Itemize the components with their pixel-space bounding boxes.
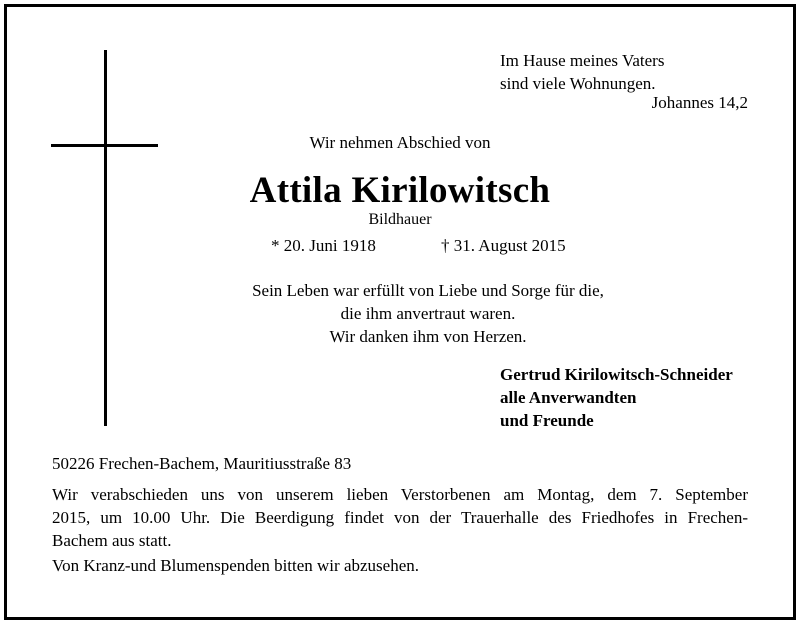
deceased-occupation: Bildhauer bbox=[368, 211, 432, 228]
bible-verse bbox=[500, 49, 664, 95]
notice-line: Wir verabschieden uns von unserem lieben Verstorbenen am Montag, dem 7. September bbox=[52, 485, 748, 504]
intro-text: Wir nehmen Abschied von bbox=[309, 133, 491, 152]
tribute-text bbox=[0, 279, 800, 348]
flowers-note: Von Kranz-und Blumenspenden bitten wir abzusehen. bbox=[52, 556, 419, 575]
tribute-line: Sein Leben war erfüllt von Liebe und Sorge für die, bbox=[252, 281, 604, 300]
mourner-line: alle Anverwandten bbox=[500, 388, 637, 407]
mourner-line: und Freunde bbox=[500, 411, 594, 430]
address: 50226 Frechen-Bachem, Mauritiusstraße 83 bbox=[52, 454, 352, 473]
tribute-line: die ihm anvertraut waren. bbox=[340, 304, 516, 323]
tribute-line: Wir danken ihm von Herzen. bbox=[329, 327, 527, 346]
verse-reference: Johannes 14,2 bbox=[651, 93, 748, 112]
notice-line: 2015, um 10.00 Uhr. Die Beerdigung findet von der Trauerhalle des Friedhofes in Frechen- bbox=[52, 508, 748, 527]
deceased-name: Attila Kirilowitsch bbox=[249, 170, 551, 211]
verse-line: Im Hause meines Vaters bbox=[500, 51, 665, 70]
mourners-list bbox=[500, 363, 733, 432]
mourner-line: Gertrud Kirilowitsch-Schneider bbox=[500, 365, 733, 384]
cross-vertical-bar bbox=[104, 50, 107, 426]
notice-line: Bachem aus statt. bbox=[52, 531, 172, 550]
funeral-notice bbox=[52, 483, 748, 552]
death-date: † 31. August 2015 bbox=[441, 236, 566, 255]
birth-date: * 20. Juni 1918 bbox=[271, 236, 376, 255]
verse-line: sind viele Wohnungen. bbox=[500, 74, 656, 93]
